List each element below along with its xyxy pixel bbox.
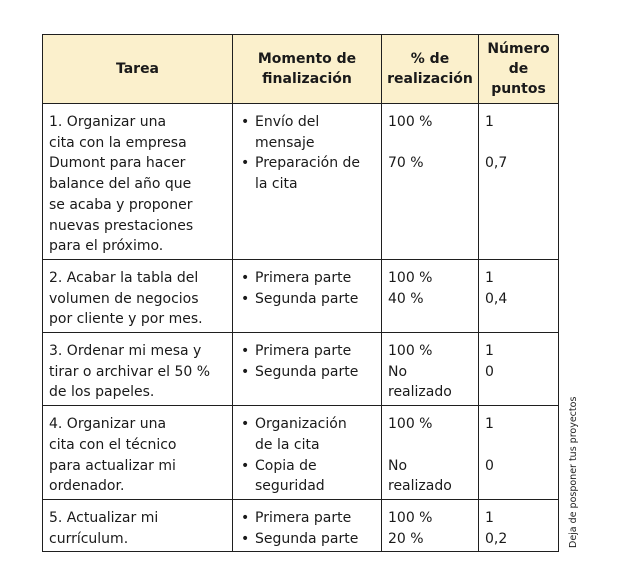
moment-line: la cita <box>255 176 298 193</box>
percent-cell <box>382 104 479 260</box>
percent-cell <box>382 406 479 500</box>
percent-line: 40 % <box>388 290 424 307</box>
moment-line: mensaje <box>255 134 315 151</box>
moment-line: • Primera parte <box>255 343 352 360</box>
task-line: balance del año que <box>49 176 192 193</box>
points-block <box>485 508 552 529</box>
moment-cell <box>233 499 382 551</box>
percent-line: realizado <box>388 478 452 495</box>
moment-item <box>239 456 375 497</box>
moment-line: • Primera parte <box>255 509 352 526</box>
table-row <box>43 333 559 406</box>
task-cell <box>43 406 233 500</box>
points-value: 0 <box>485 363 494 380</box>
moment-cell <box>233 259 382 332</box>
points-block <box>485 153 552 194</box>
points-block <box>485 289 552 310</box>
percent-block <box>388 112 472 153</box>
percent-cell <box>382 333 479 406</box>
moment-item <box>239 414 375 455</box>
moment-item <box>239 289 375 310</box>
percent-block <box>388 362 472 403</box>
table-row <box>43 259 559 332</box>
moment-line: • Segunda parte <box>255 363 359 380</box>
percent-block <box>388 153 472 194</box>
percent-line: realizado <box>388 384 452 401</box>
percent-line <box>388 435 472 456</box>
moment-item <box>239 341 375 362</box>
header-tarea: Tarea <box>43 35 233 104</box>
task-line: cita con el técnico <box>49 436 177 453</box>
task-line: se acaba y proponer <box>49 196 193 213</box>
percent-line: 100 % <box>388 416 433 433</box>
points-block <box>485 112 552 153</box>
task-line: para el próximo. <box>49 238 164 255</box>
moment-cell <box>233 104 382 260</box>
points-block <box>485 529 552 550</box>
task-line: 3. Ordenar mi mesa y <box>49 343 202 360</box>
moment-item <box>239 268 375 289</box>
points-cell <box>479 333 559 406</box>
task-line: Dumont para hacer <box>49 155 186 172</box>
points-spacer <box>485 133 552 154</box>
task-cell <box>43 104 233 260</box>
moment-list <box>239 508 375 549</box>
percent-cell <box>382 499 479 551</box>
percent-line: 100 % <box>388 343 433 360</box>
task-line: 4. Organizar una <box>49 416 167 433</box>
percent-block <box>388 414 472 455</box>
percent-line: 20 % <box>388 530 424 547</box>
points-value: 1 <box>485 269 494 286</box>
points-spacer <box>485 476 552 497</box>
moment-line: seguridad <box>255 478 325 495</box>
task-line: de los papeles. <box>49 384 155 401</box>
task-line: volumen de negocios <box>49 290 199 307</box>
points-spacer <box>485 435 552 456</box>
points-value: 0 <box>485 457 494 474</box>
points-value: 1 <box>485 114 494 130</box>
header-puntos: Número de puntos <box>479 35 559 104</box>
moment-line: • Preparación de <box>255 155 361 172</box>
moment-list <box>239 341 375 382</box>
table-row <box>43 499 559 551</box>
tasks-table <box>42 34 559 552</box>
percent-line: 70 % <box>388 155 424 172</box>
percent-block <box>388 268 472 289</box>
task-line: ordenador. <box>49 478 125 495</box>
header-momento: Momento de finalización <box>233 35 382 104</box>
points-block <box>485 414 552 455</box>
moment-line: de la cita <box>255 436 320 453</box>
task-line: nuevas prestaciones <box>49 217 194 234</box>
moment-item <box>239 508 375 529</box>
moment-cell <box>233 333 382 406</box>
points-block <box>485 341 552 362</box>
percent-line: 100 % <box>388 509 433 526</box>
task-cell <box>43 333 233 406</box>
moment-item <box>239 529 375 550</box>
moment-line: • Segunda parte <box>255 290 359 307</box>
moment-item <box>239 153 375 194</box>
task-line: 5. Actualizar mi <box>49 509 159 526</box>
table-row <box>43 104 559 260</box>
moment-item <box>239 362 375 383</box>
moment-list <box>239 414 375 497</box>
task-line: por cliente y por mes. <box>49 311 203 328</box>
percent-line: No <box>388 363 408 380</box>
header-row <box>43 35 559 104</box>
points-cell <box>479 259 559 332</box>
moment-list <box>239 268 375 309</box>
task-line: para actualizar mi <box>49 457 176 474</box>
percent-block <box>388 529 472 550</box>
points-value: 1 <box>485 509 494 526</box>
percent-block <box>388 456 472 497</box>
task-line: 1. Organizar una <box>49 114 167 130</box>
percent-line <box>388 133 472 154</box>
points-value: 0,4 <box>485 290 508 307</box>
task-cell <box>43 259 233 332</box>
table-row <box>43 406 559 500</box>
task-line: tirar o archivar el 50 % <box>49 363 211 380</box>
points-block <box>485 456 552 497</box>
points-block <box>485 362 552 403</box>
percent-line: No <box>388 457 408 474</box>
points-value: 0,2 <box>485 530 508 547</box>
points-value: 0,7 <box>485 155 508 172</box>
moment-line: • Segunda parte <box>255 530 359 547</box>
points-cell <box>479 499 559 551</box>
moment-line: • Envío del <box>255 114 320 130</box>
task-line: cita con la empresa <box>49 134 187 151</box>
task-line: 2. Acabar la tabla del <box>49 269 199 286</box>
moment-cell <box>233 406 382 500</box>
percent-block <box>388 341 472 362</box>
points-cell <box>479 104 559 260</box>
points-spacer <box>485 174 552 195</box>
points-value: 1 <box>485 416 494 433</box>
percent-line: 100 % <box>388 114 433 130</box>
moment-line: • Copia de <box>255 457 317 474</box>
task-cell <box>43 499 233 551</box>
points-value: 1 <box>485 343 494 360</box>
side-note: Deja de posponer tus proyectos <box>568 396 579 548</box>
points-block <box>485 268 552 289</box>
percent-block <box>388 508 472 529</box>
header-porcentaje: % de realización <box>382 35 479 104</box>
task-line: currículum. <box>49 530 129 547</box>
points-spacer <box>485 382 552 403</box>
percent-block <box>388 289 472 310</box>
moment-item <box>239 112 375 153</box>
points-cell <box>479 406 559 500</box>
moment-list <box>239 112 375 195</box>
percent-cell <box>382 259 479 332</box>
moment-line: • Primera parte <box>255 269 352 286</box>
percent-line <box>388 174 472 195</box>
percent-line: 100 % <box>388 269 433 286</box>
moment-line: • Organización <box>255 416 347 433</box>
